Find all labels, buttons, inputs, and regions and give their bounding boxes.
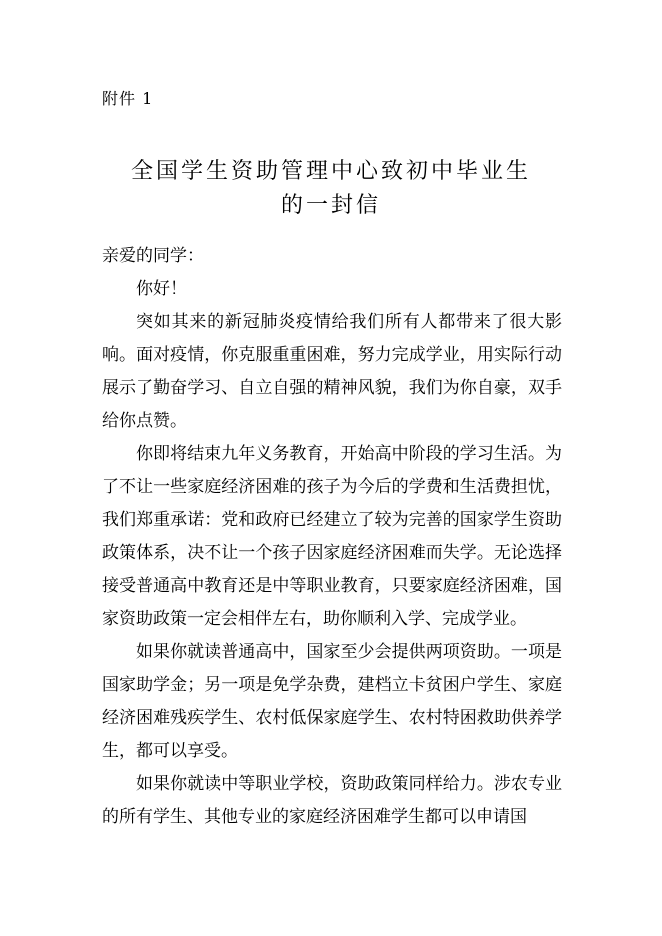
letter-title-line-2: 的一封信: [280, 192, 381, 218]
paragraph-1: 突如其来的新冠肺炎疫情给我们所有人都带来了很大影响。面对疫情，你克服重重困难，努力完成学业，用实际行动展示了勤奋学习、自立自强的精神风貌，我们为你自豪，双手给你点赞。: [102, 312, 562, 431]
paragraph-4: 如果你就读中等职业学校，资助政策同样给力。涉农专业的所有学生、其他专业的家庭经济困难学生都可以申请国: [102, 774, 562, 827]
attachment-label: 附件 1: [102, 89, 154, 108]
letter-title-line-1: 全国学生资助管理中心致初中毕业生: [130, 158, 531, 184]
letter-title: [0, 155, 662, 223]
paragraph-3: 如果你就读普通高中，国家至少会提供两项资助。一项是国家助学金；另一项是免学杂费，建档立卡贫困户学生、家庭经济困难残疾学生、农村低保家庭学生、农村特困救助供养学生，都可以享受。: [102, 642, 562, 761]
letter-body: [102, 240, 562, 834]
paragraph-2: 你即将结束九年义务教育，开始高中阶段的学习生活。为了不让一些家庭经济困难的孩子为今后的学费和生活费担忧，我们郑重承诺：党和政府已经建立了较为完善的国家学生资助政策体系，决不让一个孩子因家庭经济困难而失学。无论选择接受普通高中教育还是中等职业教育，只要家庭经济困难，国家资助政策一定会相伴左右，助你顺利入学、完成学业。: [102, 444, 562, 629]
greeting: 你好！: [136, 279, 187, 299]
salutation: 亲爱的同学：: [102, 246, 204, 266]
